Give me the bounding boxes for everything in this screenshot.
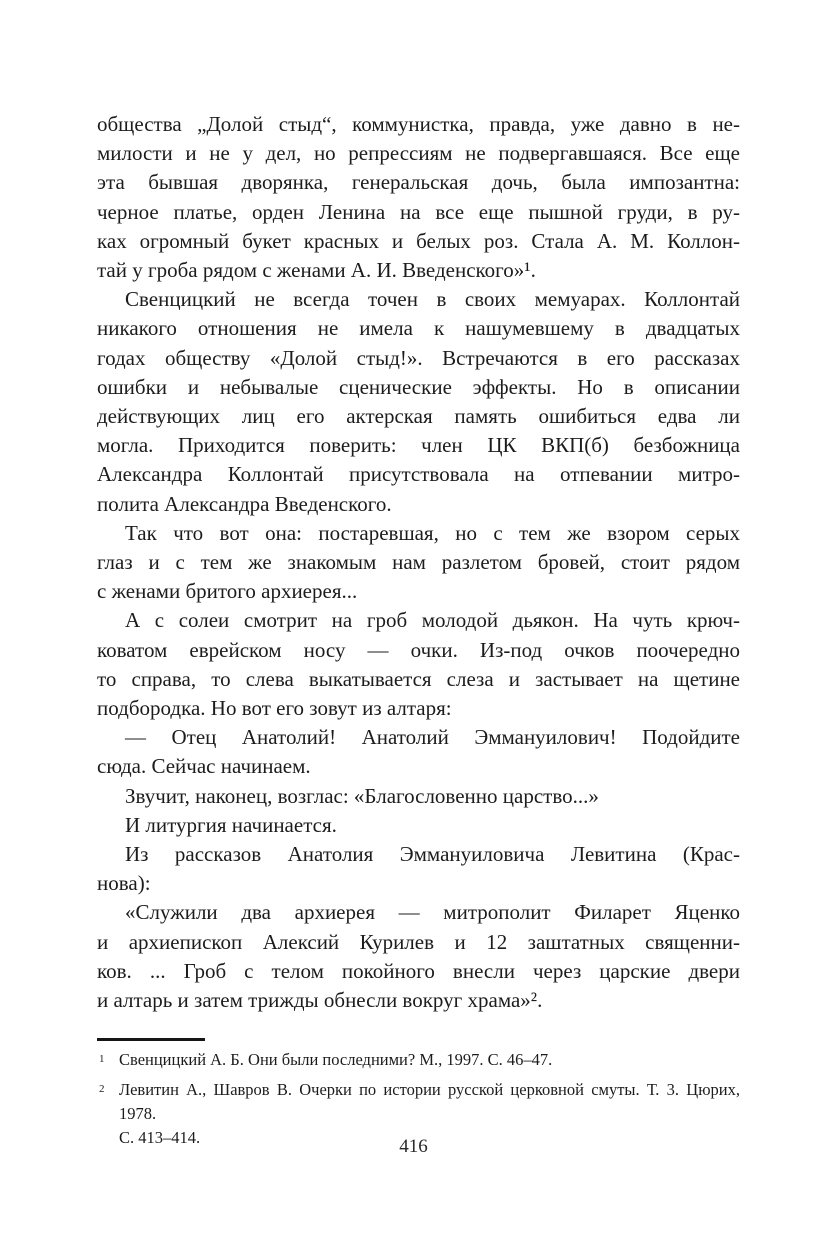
text-line: действующих лиц его актерская память ошибиться едва ли [97,404,740,429]
text-line: Так что вот она: постаревшая, но с тем же взором серых [125,520,740,545]
text-line: Звучит, наконец, возглас: «Благословенно царство...» [125,783,599,808]
text-line: — Отец Анатолий! Анатолий Эммануилович! Подойдите [125,725,740,750]
text-line: Александра Коллонтай присутствовала на отпевании митро- [97,462,740,487]
footnote [97,1048,740,1072]
footnote-line: Левитин А., Шавров В. Очерки по истории русской церковной смуты. Т. 3. Цюрих, 1978. [119,1080,740,1123]
text-line: эта бывшая дворянка, генеральская дочь, была импозантна: [97,170,740,195]
text-line: тай у гроба рядом с женами А. И. Введенского»¹. [97,258,536,283]
text-line: ошибки и небывалые сценические эффекты. Но в описании [97,374,740,399]
text-line: ков. ... Гроб с телом покойного внесли через царские двери [97,958,740,983]
text-line: Свенцицкий не всегда точен в своих мемуарах. Коллонтай [125,287,740,312]
text-line: то справа, то слева выкатывается слеза и застывает на щетине [97,666,740,691]
text-line: могла. Приходится поверить: член ЦК ВКП(б) безбожница [97,433,740,458]
text-line: «Служили два архиерея — митрополит Филарет Яценко [125,900,740,925]
text-line: нова): [97,871,151,896]
text-line: И литургия начинается. [125,812,337,837]
text-line: ках огромный букет красных и белых роз. Стала А. М. Коллон- [97,228,740,253]
text-line: глаз и с тем же знакомым нам разлетом бровей, стоит рядом [97,550,740,575]
page-number: 416 [399,1136,428,1157]
text-line: милости и не у дел, но репрессиям не подвергавшаяся. Все еще [97,141,740,166]
text-line: полита Александра Введенского. [97,491,392,516]
paragraph [97,723,740,781]
page-body [97,110,740,1015]
text-line: Из рассказов Анатолия Эммануиловича Левитина (Крас- [125,842,740,867]
footnote-separator [97,1038,205,1041]
text-line: черное платье, орден Ленина на все еще пышной груди, в ру- [97,199,740,224]
text-line: с женами бритого архиерея... [97,579,358,604]
text-line: коватом еврейском носу — очки. Из-под очков поочередно [97,637,740,662]
text-line: общества „Долой стыд“, коммунистка, правда, уже давно в не- [97,112,740,136]
text-line: и архиепископ Алексий Курилев и 12 заштатных священни- [97,929,740,954]
footnote-marker: 2 [99,1083,105,1095]
paragraph [97,110,740,285]
footnote-marker: 1 [99,1053,105,1065]
paragraph [97,898,740,1015]
paragraph [97,840,740,898]
text-line: и алтарь и затем трижды обнесли вокруг храма»². [97,988,543,1013]
footnote-line: Свенцицкий А. Б. Они были последними? М., 1997. С. 46–47. [119,1050,553,1069]
text-line: годах обществу «Долой стыд!». Встречаются в его рассказах [97,345,740,370]
footnote-line: С. 413–414. [119,1128,201,1147]
paragraph [97,782,740,811]
text-line: сюда. Сейчас начинаем. [97,754,311,779]
text-line: никакого отношения не имела к нашумевшему в двадцатых [97,316,740,341]
text-line: подбородка. Но вот его зовут из алтаря: [97,696,452,721]
paragraph [97,285,740,519]
paragraph [97,811,740,840]
text-line: А с солеи смотрит на гроб молодой дьякон. На чуть крюч- [125,608,740,633]
paragraph [97,606,740,723]
paragraph [97,519,740,607]
